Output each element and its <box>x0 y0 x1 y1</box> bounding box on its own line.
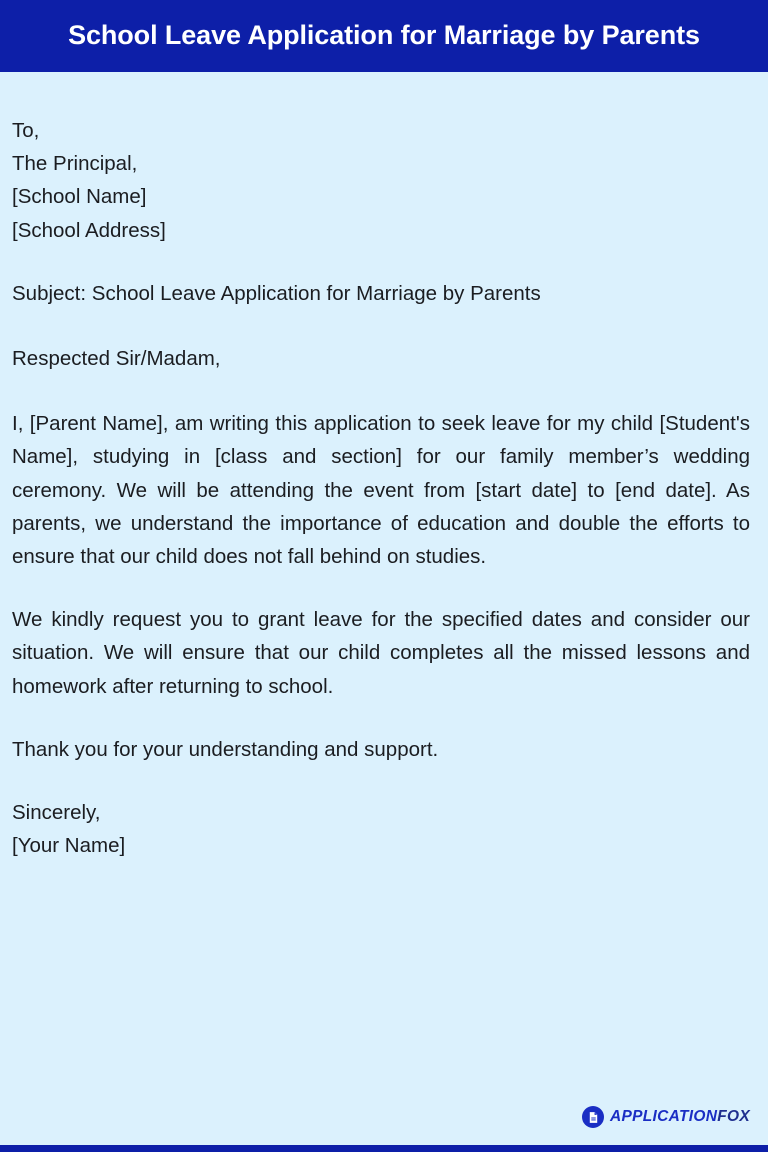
address-line-to: To, <box>12 119 40 142</box>
salutation-line: Respected Sir/Madam, <box>12 347 221 371</box>
closing-line-sincerely: Sincerely, <box>12 801 101 825</box>
address-line-principal: The Principal, <box>12 152 138 176</box>
recipient-address-block <box>12 114 752 247</box>
address-line-school-name: [School Name] <box>12 185 147 209</box>
body-paragraph-3: Thank you for your understanding and support. <box>12 737 439 761</box>
brand-name <box>610 1109 750 1125</box>
subject-line: Subject: School Leave Application for Marriage by Parents <box>12 281 541 305</box>
body-paragraph-1: I, [Parent Name], am writing this application to seek leave for my child [Student's Name], studying in [class and section] for our family member’s wedding ceremony. We will be attending the event from [start date] to [end date]. As parents, we understand the importance of education and double the efforts to ensure that our child does not fall behind on studies. <box>12 412 750 569</box>
closing-line-your-name: [Your Name] <box>12 834 126 858</box>
brand-name-secondary: FOX <box>717 1108 750 1126</box>
address-line-school-address: [School Address] <box>12 218 166 242</box>
document-page-icon <box>582 1106 604 1128</box>
bottom-rule <box>0 1145 768 1152</box>
page-header-banner <box>0 0 768 72</box>
body-paragraph-2: We kindly request you to grant leave for the specified dates and consider our situation. We will ensure that our child completes all the missed lessons and homework after returning to school. <box>12 608 750 698</box>
letter-content <box>0 72 768 1152</box>
page-title: School Leave Application for Marriage by Parents <box>68 20 700 51</box>
brand-logo <box>582 1106 750 1128</box>
closing-block <box>12 796 752 862</box>
brand-name-primary: APPLICATION <box>610 1108 718 1126</box>
